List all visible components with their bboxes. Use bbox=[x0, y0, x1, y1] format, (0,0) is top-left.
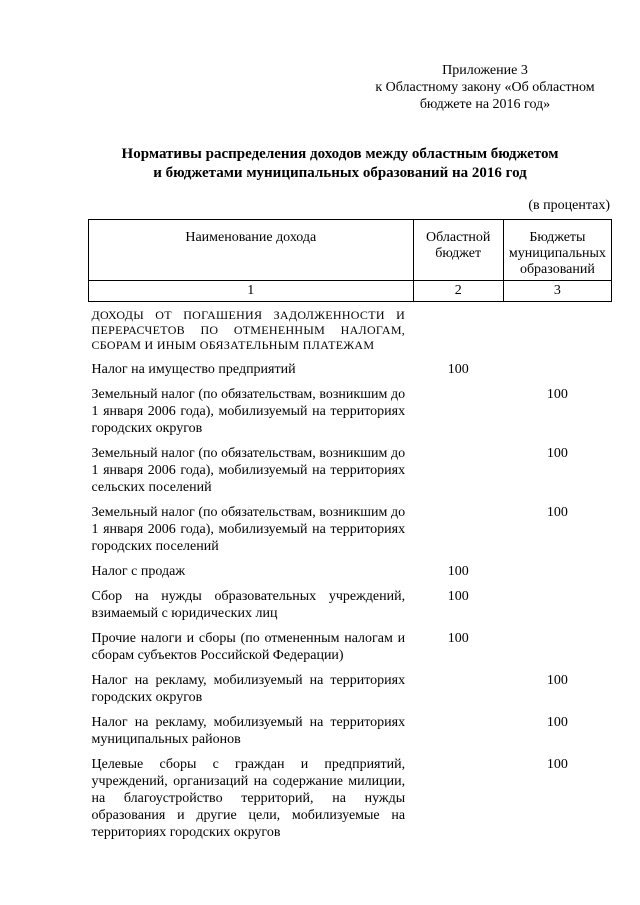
income-name-cell: Налог на рекламу, мобилизуемый на территориях муниципальных районов bbox=[91, 715, 406, 747]
income-name-cell: Сбор на нужды образовательных учреждений, взимаемый с юридических лиц bbox=[91, 589, 406, 621]
regional-share-cell bbox=[413, 672, 503, 714]
municipal-share-cell: 100 bbox=[546, 505, 568, 520]
regional-share-cell bbox=[413, 504, 503, 563]
income-name-cell: Прочие налоги и сборы (по отмененным налогам и сборам субъектов Российской Федерации) bbox=[91, 631, 406, 663]
header-regional-budget: Областной бюджет bbox=[413, 220, 503, 281]
income-name-cell: Целевые сборы с граждан и предприятий, учреждений, организаций на содержание милиции, на благоустройство территорий, на нужды образования и другие цели, мобилизуемые на территориях городских округов bbox=[91, 757, 406, 840]
header-income-name: Наименование дохода bbox=[89, 220, 414, 281]
annex-reference bbox=[360, 62, 610, 113]
regional-share-cell: 100 bbox=[447, 589, 469, 604]
section-heading: ДОХОДЫ ОТ ПОГАШЕНИЯ ЗАДОЛЖЕННОСТИ И ПЕРЕРАСЧЕТОВ ПО ОТМЕНЕННЫМ НАЛОГАМ, СБОРАМ И ИНЫМ ОБЯЗАТЕЛЬНЫМ ПЛАТЕЖАМ bbox=[91, 308, 406, 352]
units-note: (в процентах) bbox=[528, 198, 610, 213]
regional-share-cell bbox=[413, 756, 503, 849]
annex-number: Приложение 3 bbox=[442, 63, 528, 78]
table-row bbox=[89, 630, 612, 672]
table-row bbox=[89, 361, 612, 386]
column-number: 3 bbox=[503, 281, 611, 302]
table-row bbox=[89, 672, 612, 714]
table-row bbox=[89, 504, 612, 563]
regional-share-cell: 100 bbox=[447, 362, 469, 377]
section-row bbox=[89, 302, 612, 362]
table-row bbox=[89, 563, 612, 588]
annex-law-line: бюджете на 2016 год» bbox=[419, 97, 551, 112]
municipal-share-cell: 100 bbox=[546, 757, 568, 772]
document-title bbox=[60, 145, 620, 183]
column-number: 1 bbox=[89, 281, 414, 302]
municipal-share-cell: 100 bbox=[546, 446, 568, 461]
table-row bbox=[89, 756, 612, 849]
table-row bbox=[89, 588, 612, 630]
municipal-share-cell bbox=[503, 630, 611, 672]
table-row bbox=[89, 386, 612, 445]
income-name-cell: Земельный налог (по обязательствам, возникшим до 1 января 2006 года), мобилизуемый на территориях сельских поселений bbox=[91, 446, 406, 495]
income-name-cell: Земельный налог (по обязательствам, возникшим до 1 января 2006 года), мобилизуемый на территориях городских поселений bbox=[91, 505, 406, 554]
municipal-share-cell bbox=[503, 588, 611, 630]
municipal-share-cell bbox=[503, 563, 611, 588]
regional-share-cell bbox=[413, 714, 503, 756]
table-header-row bbox=[89, 220, 612, 281]
table-row bbox=[89, 445, 612, 504]
income-name-cell: Земельный налог (по обязательствам, возникшим до 1 января 2006 года), мобилизуемый на территориях городских округов bbox=[91, 387, 406, 436]
regional-share-cell: 100 bbox=[447, 564, 469, 579]
regional-share-cell bbox=[413, 386, 503, 445]
regional-share-cell: 100 bbox=[447, 631, 469, 646]
header-municipal-budgets: Бюджеты муниципальных образований bbox=[503, 220, 611, 281]
title-line: Нормативы распределения доходов между областным бюджетом bbox=[121, 146, 559, 162]
municipal-share-cell bbox=[503, 361, 611, 386]
column-number-row bbox=[89, 281, 612, 302]
title-line: и бюджетами муниципальных образований на 2016 год bbox=[153, 165, 527, 181]
municipal-share-cell: 100 bbox=[546, 387, 568, 402]
annex-law-line: к Областному закону «Об областном bbox=[375, 80, 595, 95]
distribution-table bbox=[88, 219, 612, 849]
income-name-cell: Налог на рекламу, мобилизуемый на территориях городских округов bbox=[91, 673, 406, 705]
income-name-cell: Налог на имущество предприятий bbox=[91, 362, 296, 377]
income-name-cell: Налог с продаж bbox=[91, 564, 185, 579]
table-row bbox=[89, 714, 612, 756]
column-number: 2 bbox=[413, 281, 503, 302]
municipal-share-cell: 100 bbox=[546, 715, 568, 730]
regional-share-cell bbox=[413, 445, 503, 504]
municipal-share-cell: 100 bbox=[546, 673, 568, 688]
